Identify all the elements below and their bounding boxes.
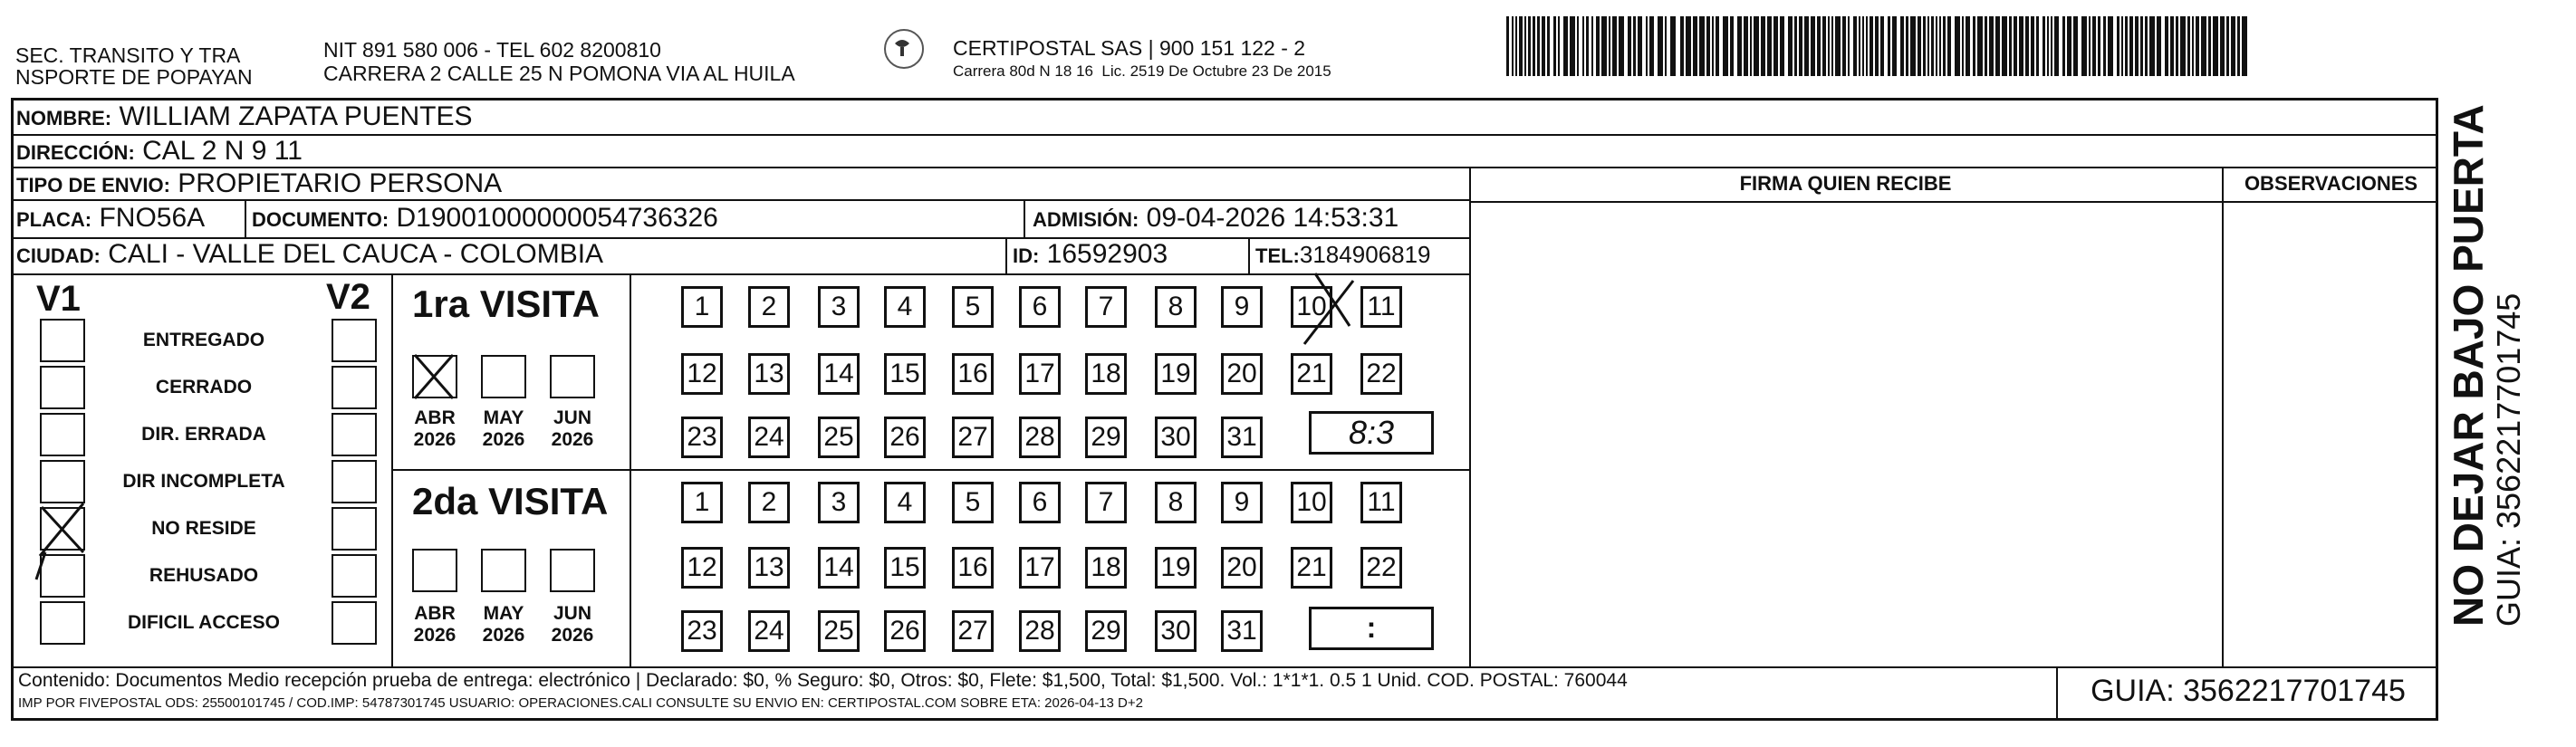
sender-line-2: NSPORTE DE POPAYAN [15, 65, 253, 89]
day-box[interactable]: 1 [681, 286, 723, 328]
day-box[interactable]: 20 [1221, 353, 1263, 395]
day-box[interactable]: 30 [1155, 610, 1197, 652]
day-box[interactable]: 31 [1221, 610, 1263, 652]
side-text [2446, 104, 2527, 627]
side-line-1: NO DEJAR BAJO PUERTA [2445, 104, 2492, 627]
day-box[interactable]: 24 [748, 610, 790, 652]
document-value: D19001000000054736326 [396, 203, 718, 233]
day-box[interactable]: 9 [1221, 286, 1263, 328]
day-box[interactable]: 12 [681, 547, 723, 589]
day-box[interactable]: 20 [1221, 547, 1263, 589]
day-box[interactable]: 8 [1155, 482, 1197, 523]
day-box[interactable]: 22 [1360, 353, 1402, 395]
day-box[interactable]: 18 [1085, 353, 1127, 395]
month-name: MAY [483, 603, 524, 624]
day-box[interactable]: 28 [1019, 610, 1061, 652]
guia-number: GUIA: 3562217701745 [2091, 674, 2406, 708]
month-name: ABR [414, 603, 456, 624]
status-label: DIR INCOMPLETA [122, 471, 285, 492]
month-year: 2026 [482, 429, 525, 450]
recipient-address: CAL 2 N 9 11 [142, 136, 303, 166]
day-box[interactable]: 18 [1085, 547, 1127, 589]
day-box[interactable]: 27 [952, 610, 994, 652]
month-year: 2026 [413, 625, 457, 646]
signature-heading: FIRMA QUIEN RECIBE [1739, 172, 1952, 195]
side-line-2: GUIA: 3562217701745 [2490, 292, 2527, 627]
courier-line-1: CERTIPOSTAL SAS | 900 151 122 - 2 [953, 36, 1306, 60]
day-box[interactable]: 11 [1360, 286, 1402, 328]
plate-value: FNO56A [99, 203, 206, 233]
courier-line-2: Carrera 80d N 18 16 Lic. 2519 De Octubre 23 De 2015 [953, 62, 1331, 80]
day-box[interactable]: 30 [1155, 417, 1197, 458]
abr-check-mark [415, 355, 453, 398]
day-box[interactable]: 8 [1155, 286, 1197, 328]
day-box[interactable]: 29 [1085, 610, 1127, 652]
day-box[interactable]: 13 [748, 353, 790, 395]
status-label: ENTREGADO [142, 330, 265, 350]
first-visit-title: 1ra VISITA [412, 283, 600, 325]
recipient-name: WILLIAM ZAPATA PUENTES [119, 101, 473, 131]
day-box[interactable]: 10 [1291, 482, 1332, 523]
nit-line-2: CARRERA 2 CALLE 25 N POMONA VIA AL HUILA [323, 62, 795, 85]
no-reside-mark [36, 503, 83, 579]
month-name: ABR [414, 407, 456, 428]
day-box[interactable]: 29 [1085, 417, 1127, 458]
day-box[interactable]: 25 [818, 417, 860, 458]
day-box[interactable]: 28 [1019, 417, 1061, 458]
day-box[interactable]: 7 [1085, 286, 1127, 328]
day-box[interactable]: 2 [748, 286, 790, 328]
day-box[interactable]: 15 [884, 353, 926, 395]
day-box[interactable]: 17 [1019, 353, 1061, 395]
first-visit-time[interactable]: 8:3 [1309, 411, 1434, 455]
day-box[interactable]: 1 [681, 482, 723, 523]
day-box[interactable]: 25 [818, 610, 860, 652]
day-box[interactable]: 23 [681, 417, 723, 458]
day-box[interactable]: 23 [681, 610, 723, 652]
observations-heading: OBSERVACIONES [2244, 172, 2418, 195]
day-box[interactable]: 27 [952, 417, 994, 458]
id-label: ID: [1013, 244, 1040, 267]
nit-line-1: NIT 891 580 006 - TEL 602 8200810 [323, 38, 661, 62]
content-line: Contenido: Documentos Medio recepción prueba de entrega: electrónico | Declarado: $0, % Seguro: $0, Otros: $0, Flete: $1,500, Total: $1,500. Vol.: 1*1*1. 0.5 1 Unid. COD. POSTAL: 760044 [18, 670, 1628, 691]
day-box[interactable]: 15 [884, 547, 926, 589]
day-box[interactable]: 11 [1360, 482, 1402, 523]
day-box[interactable]: 13 [748, 547, 790, 589]
city-label: CIUDAD: [16, 244, 101, 267]
day-box[interactable]: 26 [884, 610, 926, 652]
day-box[interactable]: 6 [1019, 286, 1061, 328]
v2-label: V2 [326, 277, 370, 317]
admission-value: 09-04-2026 14:53:31 [1146, 203, 1399, 233]
plate-label: PLACA: [16, 208, 92, 231]
day-box[interactable]: 19 [1155, 547, 1197, 589]
status-label: CERRADO [155, 377, 253, 397]
imp-line: IMP POR FIVEPOSTAL ODS: 25500101745 / COD.IMP: 54787301745 USUARIO: OPERACIONES.CALI CONSULTE SU ENVIO EN: CERTIPOSTAL.COM SOBRE ETA: 2026-04-13 D+2 [18, 695, 1143, 711]
sender-line-1: SEC. TRANSITO Y TRA [15, 43, 241, 67]
document-label: DOCUMENTO: [252, 208, 389, 231]
day-box[interactable]: 3 [818, 482, 860, 523]
status-label: DIR. ERRADA [141, 424, 266, 445]
city-value: CALI - VALLE DEL CAUCA - COLOMBIA [108, 239, 604, 269]
name-label: NOMBRE: [16, 107, 112, 129]
day-box[interactable]: 5 [952, 482, 994, 523]
month-name: MAY [483, 407, 524, 428]
day-box[interactable]: 12 [681, 353, 723, 395]
status-label: NO RESIDE [151, 518, 256, 539]
send-type-label: TIPO DE ENVIO: [16, 174, 170, 196]
month-year: 2026 [413, 429, 457, 450]
day-box[interactable]: 16 [952, 353, 994, 395]
tel-label: TEL: [1255, 244, 1300, 267]
day-box[interactable]: 16 [952, 547, 994, 589]
month-year: 2026 [551, 429, 594, 450]
second-visit-time[interactable]: : [1309, 607, 1434, 650]
day-box[interactable]: 7 [1085, 482, 1127, 523]
day-box[interactable]: 14 [818, 353, 860, 395]
day-10-mark [1304, 273, 1353, 344]
day-box[interactable]: 3 [818, 286, 860, 328]
status-label: DIFICIL ACCESO [127, 612, 280, 633]
day-box[interactable]: 4 [884, 286, 926, 328]
day-box[interactable]: 6 [1019, 482, 1061, 523]
day-box[interactable]: 22 [1360, 547, 1402, 589]
day-box[interactable]: 17 [1019, 547, 1061, 589]
day-box[interactable]: 19 [1155, 353, 1197, 395]
second-visit-title: 2da VISITA [412, 480, 609, 522]
month-name: JUN [553, 603, 591, 624]
month-year: 2026 [551, 625, 594, 646]
tel-value: 3184906819 [1299, 241, 1431, 268]
address-label: DIRECCIÓN: [16, 141, 135, 164]
admission-label: ADMISIÓN: [1033, 208, 1139, 231]
day-box[interactable]: 31 [1221, 417, 1263, 458]
v1-label: V1 [36, 279, 81, 319]
day-box[interactable]: 26 [884, 417, 926, 458]
day-box[interactable]: 4 [884, 482, 926, 523]
day-box[interactable]: 5 [952, 286, 994, 328]
day-box[interactable]: 21 [1291, 547, 1332, 589]
day-box[interactable]: 2 [748, 482, 790, 523]
day-box[interactable]: 9 [1221, 482, 1263, 523]
status-label: REHUSADO [149, 565, 259, 586]
id-value: 16592903 [1046, 239, 1168, 269]
day-box[interactable]: 14 [818, 547, 860, 589]
day-box[interactable]: 21 [1291, 353, 1332, 395]
day-box[interactable]: 10 [1291, 286, 1332, 328]
send-type-value: PROPIETARIO PERSONA [178, 168, 503, 198]
day-box[interactable]: 24 [748, 417, 790, 458]
month-name: JUN [553, 407, 591, 428]
month-year: 2026 [482, 625, 525, 646]
